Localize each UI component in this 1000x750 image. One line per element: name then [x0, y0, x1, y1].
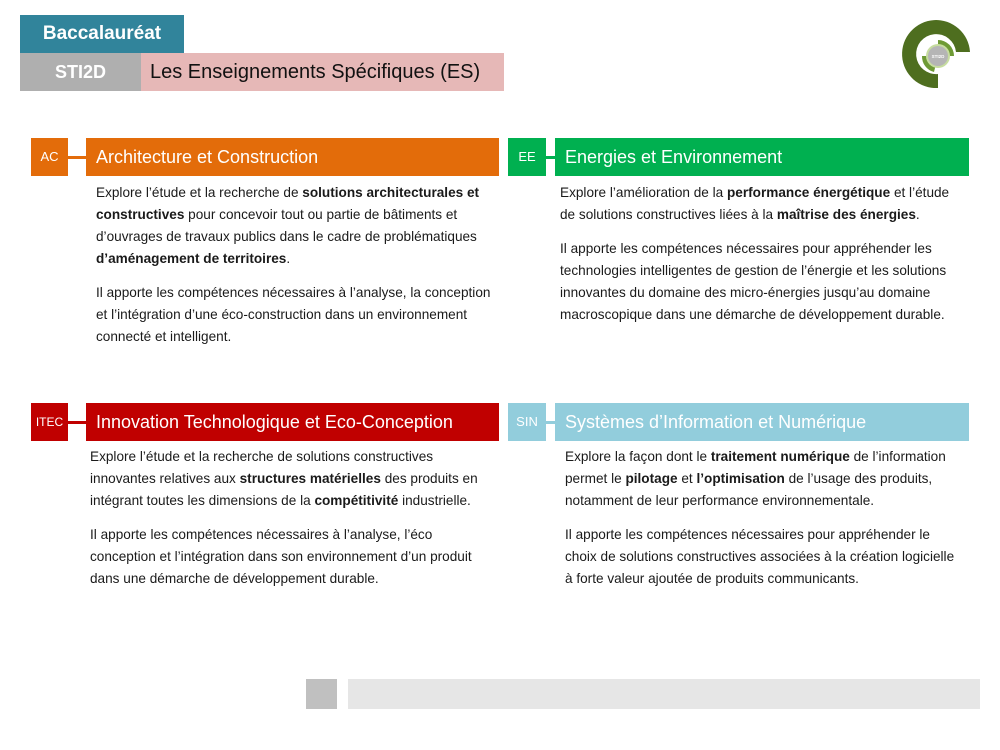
- paragraph: [96, 282, 496, 348]
- text-run: Explore l’amélioration de la: [560, 185, 727, 200]
- paragraph: [565, 446, 965, 512]
- section-body: [560, 182, 965, 338]
- text-run: .: [286, 251, 291, 266]
- section-body: [96, 182, 496, 360]
- text-run: Il apporte les compétences nécessaires à l’analyse, l’éco conception et l’intégration dans son environnement d’un produit dans une démarche de développement durable.: [90, 527, 472, 586]
- section-title: Innovation Technologique et Eco-Conception: [86, 403, 499, 441]
- footer-page-box: [306, 679, 337, 709]
- sti2d-logo-icon: [900, 18, 976, 92]
- highlight-text: d’aménagement de territoires: [96, 251, 287, 266]
- section-title: Architecture et Construction: [86, 138, 499, 176]
- section-code-badge: AC: [31, 138, 68, 176]
- paragraph: [90, 446, 495, 512]
- footer-bar: [348, 679, 980, 709]
- connector-line: [68, 421, 86, 424]
- highlight-text: pilotage: [625, 471, 678, 486]
- text-run: et: [677, 471, 697, 486]
- text-run: Explore l’étude et la recherche de: [96, 185, 303, 200]
- highlight-text: maîtrise des énergies: [776, 207, 916, 222]
- highlight-text: solutions architecturales et constructives: [96, 185, 480, 222]
- section-body: [90, 446, 495, 602]
- text-run: Il apporte les compétences nécessaires pour appréhender les technologies intelligentes de gestion de l’énergie et les solutions innovantes du domaine des micro-énergies jusqu’au domaine macroscopique dans une démarche de développement durable.: [560, 241, 947, 322]
- section-body: [565, 446, 965, 602]
- section-code-badge: EE: [508, 138, 546, 176]
- text-run: .: [915, 207, 920, 222]
- text-run: Il apporte les compétences nécessaires pour appréhender le choix de solutions constructives associées à la création logicielle à forte valeur ajoutée de produits communicants.: [565, 527, 955, 586]
- section-code-badge: SIN: [508, 403, 546, 441]
- connector-line: [546, 421, 555, 424]
- section-title: Energies et Environnement: [555, 138, 969, 176]
- paragraph: [560, 182, 965, 226]
- page-title: Les Enseignements Spécifiques (ES): [141, 53, 504, 91]
- paragraph: [565, 524, 965, 590]
- text-run: et l’étude de solutions constructives liées à la: [560, 185, 950, 222]
- paragraph: [96, 182, 496, 270]
- highlight-text: performance énergétique: [727, 185, 891, 200]
- section-code-badge: ITEC: [31, 403, 68, 441]
- highlight-text: compétitivité: [314, 493, 399, 508]
- paragraph: [560, 238, 965, 326]
- text-run: pour concevoir tout ou partie de bâtiments et d’ouvrages de travaux publics dans le cadre de problématiques: [96, 207, 477, 244]
- connector-line: [68, 156, 86, 159]
- highlight-text: l’optimisation: [696, 471, 785, 486]
- text-run: de l’information permet le: [565, 449, 946, 486]
- connector-line: [546, 156, 555, 159]
- section-title: Systèmes d’Information et Numérique: [555, 403, 969, 441]
- logo-label: STI2D: [931, 54, 945, 59]
- text-run: Explore l’étude et la recherche de solutions constructives innovantes relatives aux: [90, 449, 434, 486]
- highlight-text: traitement numérique: [710, 449, 850, 464]
- text-run: de l’usage des produits, notamment de leur performance environnementale.: [565, 471, 933, 508]
- paragraph: [90, 524, 495, 590]
- highlight-text: structures matérielles: [239, 471, 381, 486]
- sti2d-label: STI2D: [20, 53, 141, 91]
- text-run: Il apporte les compétences nécessaires à l’analyse, la conception et l’intégration d’une éco-construction dans un environnement connecté et intelligent.: [96, 285, 491, 344]
- text-run: Explore la façon dont le: [565, 449, 711, 464]
- text-run: des produits en intégrant toutes les dimensions de la: [90, 471, 478, 508]
- text-run: industrielle.: [398, 493, 471, 508]
- baccalaureat-label: Baccalauréat: [20, 15, 184, 53]
